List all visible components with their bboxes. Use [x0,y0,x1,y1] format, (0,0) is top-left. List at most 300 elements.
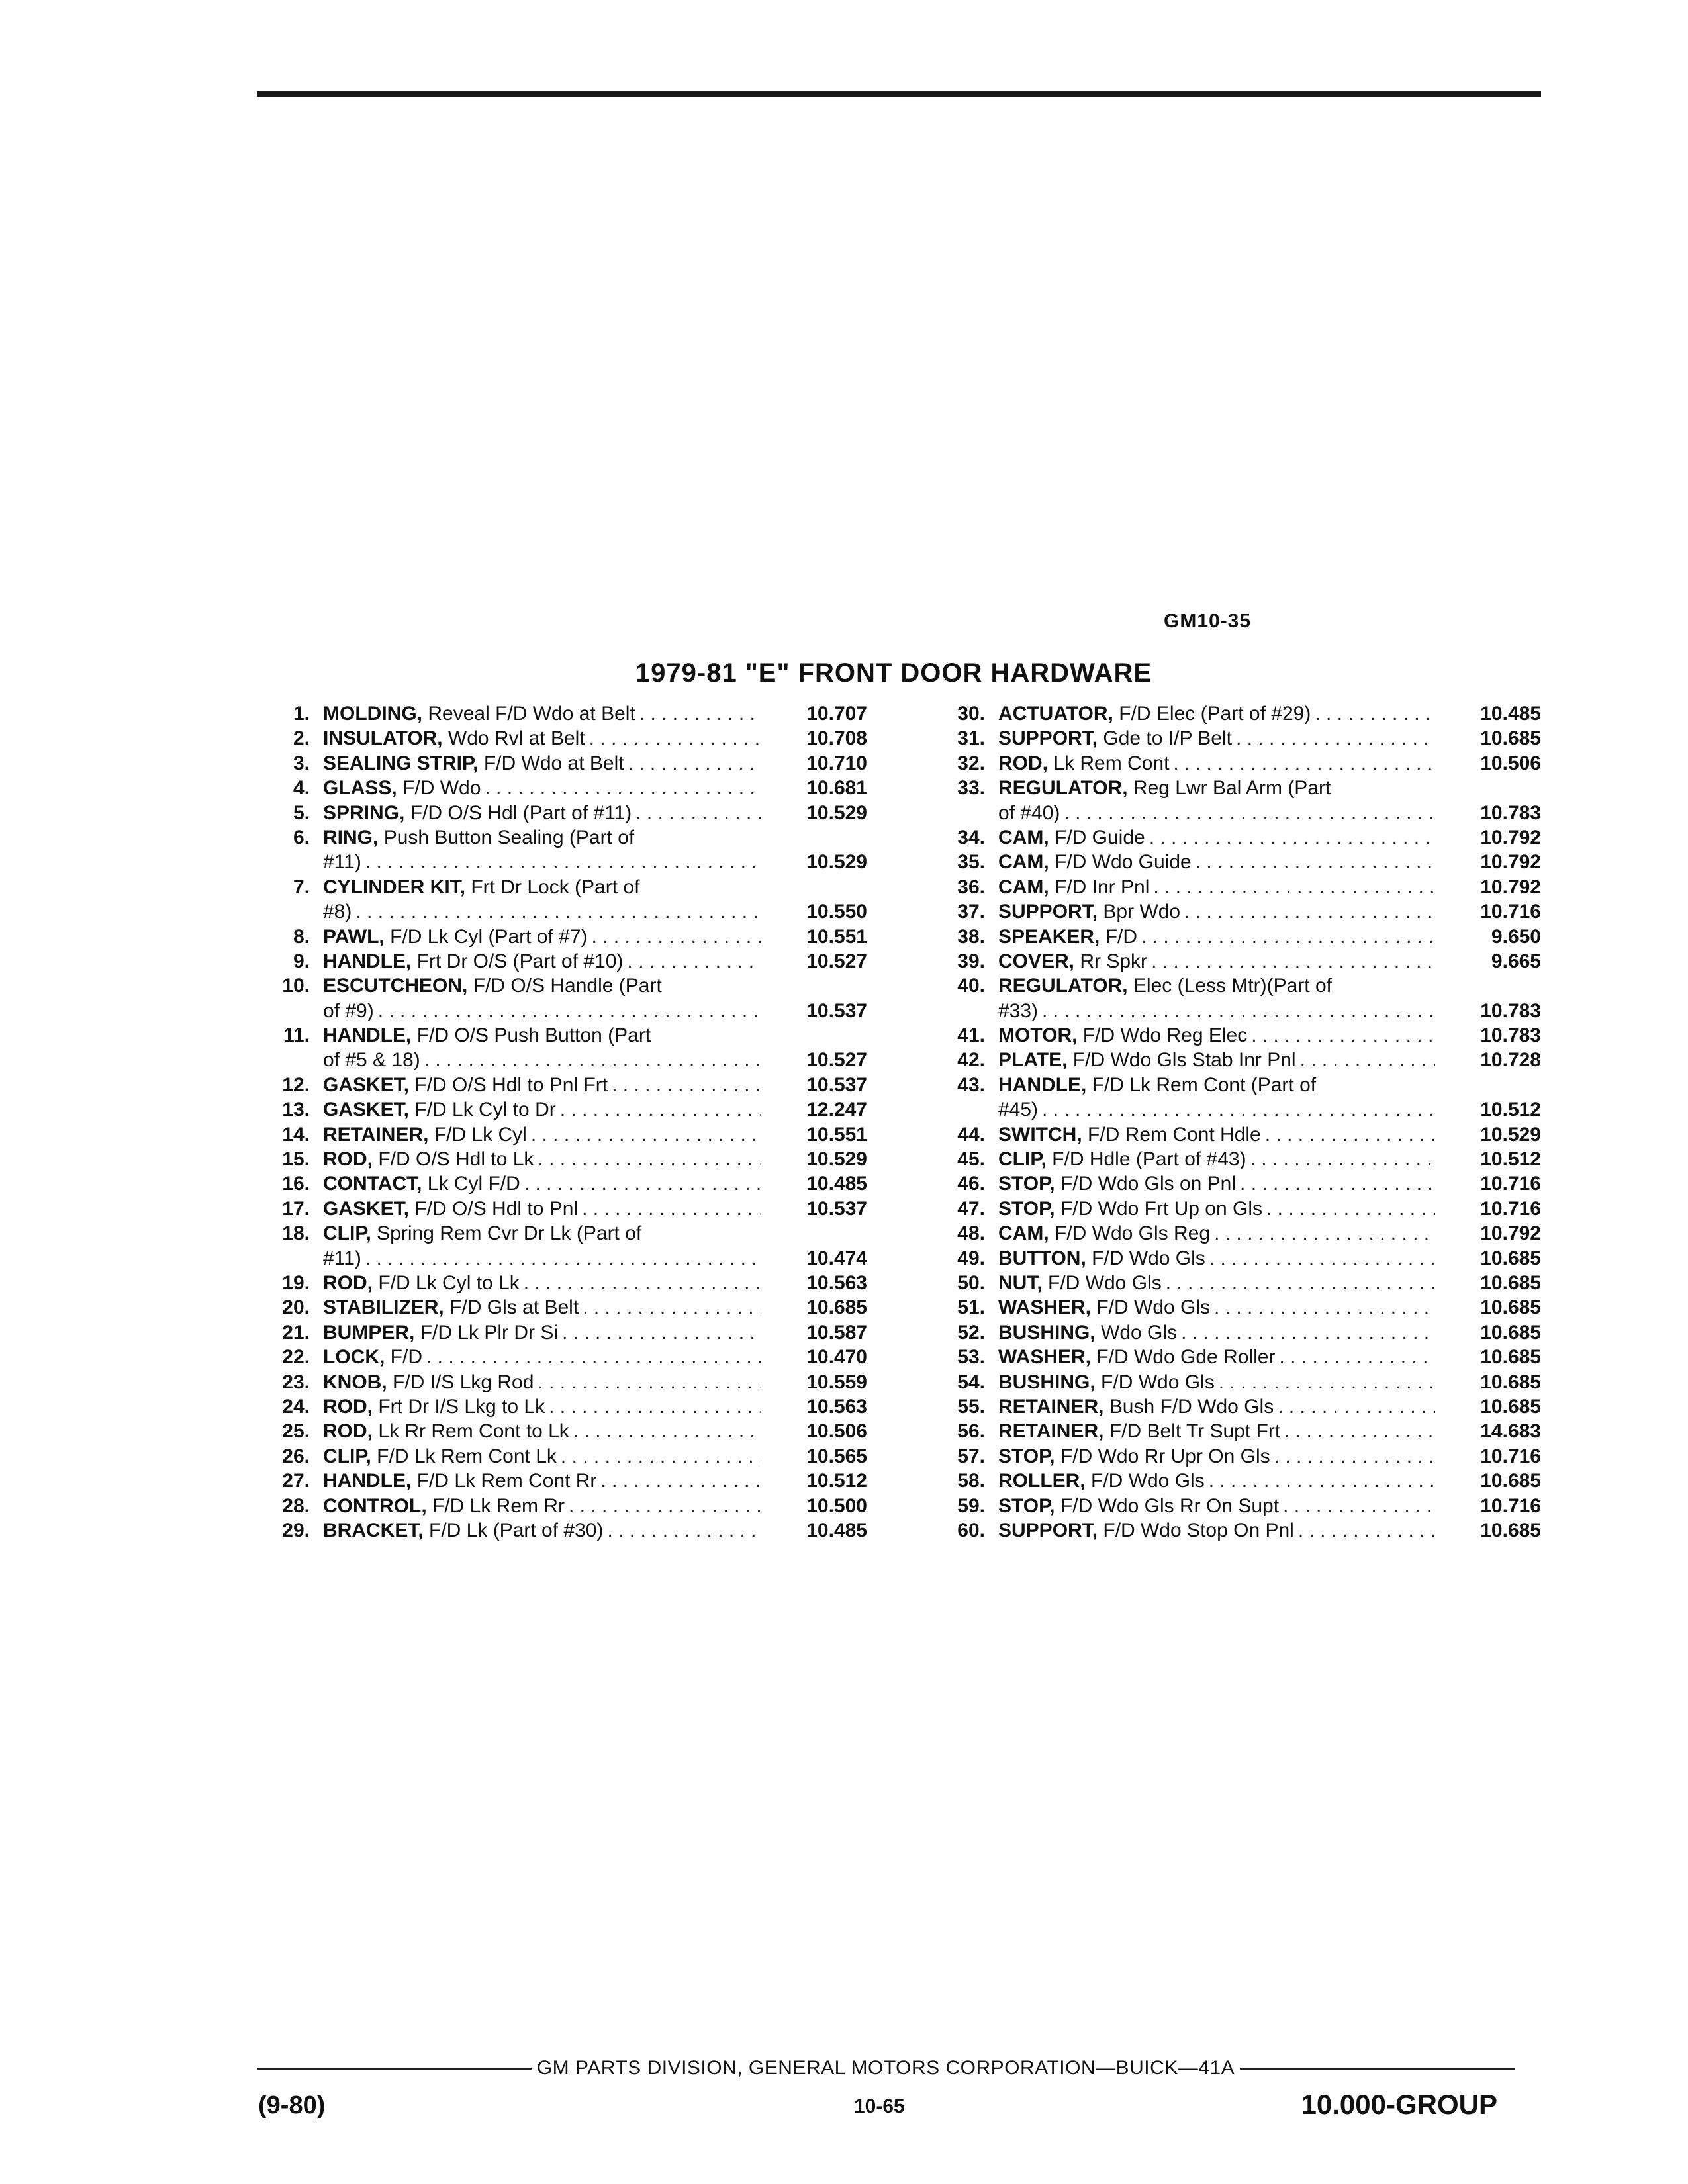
part-name: CAM, [998,876,1049,898]
part-detail: Spring Rem Cvr Dr Lk (Part of [377,1222,642,1245]
leader-dots [1275,1345,1435,1369]
date-code: (9-80) [258,2091,326,2119]
part-item [252,801,867,825]
part-detail: #11) [323,1247,361,1269]
part-line [927,974,1541,998]
leader-dots [520,1271,761,1295]
part-description-wrap [310,825,761,850]
part-detail: #8) [323,901,352,923]
part-code: 10.529 [806,1148,867,1171]
part-description [998,1073,1316,1097]
part-description-wrap [310,1073,761,1097]
part-name: HANDLE, [323,1024,412,1047]
part-line [927,899,1541,924]
part-number [927,999,985,1023]
part-description-wrap [985,1518,1435,1543]
leader-dots [565,1494,761,1518]
part-line [927,925,1541,949]
leader-dots [1060,801,1435,825]
part-number: 7. [293,876,310,898]
part-item [252,1147,867,1171]
part-line [927,751,1541,776]
part-detail: Reveal F/D Wdo at Belt [428,703,635,725]
part-code: 10.512 [806,1470,867,1492]
part-detail: Wdo Rvl at Belt [447,727,585,750]
footer-rule-left [257,2068,532,2070]
part-description-wrap [310,999,761,1023]
part-name: INSULATOR, [323,727,443,750]
part-name: STABILIZER, [323,1297,444,1319]
part-code: 10.512 [1480,1148,1541,1171]
part-description [323,1271,520,1295]
part-detail: #11) [323,851,361,874]
part-number: 60. [957,1519,985,1541]
part-detail: F/D Wdo Reg Elec [1082,1024,1248,1047]
part-description [323,1295,579,1320]
part-number: 28. [282,1494,310,1517]
part-code: 10.783 [1480,999,1541,1022]
parts-list-left [252,702,867,1543]
part-code: 10.537 [806,1197,867,1220]
part-line [252,925,867,949]
part-line [927,1370,1541,1394]
part-description-wrap [985,1295,1435,1320]
part-detail: of #5 & 18) [323,1049,420,1071]
part-number: 25. [282,1420,310,1443]
part-line [252,1147,867,1171]
part-description [998,999,1038,1023]
part-description [323,1122,527,1147]
leader-dots [1169,751,1435,776]
part-description-wrap [985,899,1435,924]
part-item [927,1394,1541,1419]
part-number: 32. [957,752,985,774]
part-item [927,1345,1541,1369]
part-detail: F/D Wdo Gls on Pnl [1060,1173,1237,1195]
part-line [252,1246,867,1271]
part-code: 10.792 [1480,851,1541,874]
part-description [998,1370,1215,1394]
part-description [998,1345,1275,1369]
part-item [927,1419,1541,1443]
part-line [927,1494,1541,1518]
part-description [323,751,624,776]
parts-list-right [927,702,1541,1543]
part-detail: #45) [998,1099,1039,1121]
part-code: 10.685 [806,1297,867,1319]
part-item [927,702,1541,726]
part-detail: F/D Wdo Stop On Pnl [1103,1519,1294,1541]
part-description-wrap [310,949,761,974]
part-code [761,1023,867,1048]
part-description [998,1518,1294,1543]
part-code: 10.563 [806,1271,867,1294]
part-description-wrap [310,1469,761,1493]
part-item [927,1295,1541,1320]
part-number: 57. [957,1445,985,1467]
part-detail: F/D Wdo Gls Stab Inr Pnl [1072,1049,1296,1071]
part-code: 10.529 [1480,1123,1541,1146]
part-item [252,1469,867,1493]
part-description [998,1197,1262,1221]
part-name: CAM, [998,826,1049,848]
part-code [761,875,867,899]
part-item [927,825,1541,850]
part-code: 10.559 [806,1371,867,1393]
part-line [927,1122,1541,1147]
part-description-wrap [985,925,1435,949]
part-item [927,1197,1541,1221]
part-item [927,751,1541,776]
part-detail: #33) [998,999,1039,1022]
leader-dots [635,702,761,726]
part-number: 8. [293,925,310,948]
part-description [323,850,361,874]
part-number: 27. [282,1470,310,1492]
part-name: STOP, [998,1494,1055,1517]
part-code [1435,1073,1541,1097]
part-number: 23. [282,1371,310,1393]
part-number: 59. [957,1494,985,1517]
part-detail: F/D Lk Rem Cont Rr [416,1470,597,1492]
part-item [252,1171,867,1196]
part-number: 26. [282,1445,310,1467]
part-code [761,1221,867,1246]
leader-dots [1270,1444,1435,1469]
part-name: MOLDING, [323,703,422,725]
part-name: CLIP, [998,1148,1047,1171]
part-item [252,1197,867,1221]
part-description-wrap [985,702,1435,726]
part-line [252,825,867,850]
part-line [252,1271,867,1295]
leader-dots [374,999,761,1023]
part-item [927,925,1541,949]
part-name: KNOB, [323,1371,387,1393]
part-detail: F/D [390,1346,422,1369]
part-number: 4. [293,777,310,799]
part-name: BUSHING, [998,1321,1096,1343]
part-detail: Frt Dr I/S Lkg to Lk [378,1395,545,1418]
leader-dots [1232,726,1435,751]
leader-dots [1147,949,1435,974]
part-description-wrap [985,949,1435,974]
part-detail: F/D Wdo Rr Upr On Gls [1060,1445,1270,1467]
part-description-wrap [310,751,761,776]
part-description [998,801,1060,825]
part-item [252,776,867,800]
part-name: BUMPER, [323,1321,415,1343]
part-name: MOTOR, [998,1024,1078,1047]
part-name: HANDLE, [323,1470,412,1492]
part-detail: F/D O/S Hdl (Part of #11) [410,801,632,824]
part-line [927,1469,1541,1493]
page-number: 10-65 [854,2095,905,2117]
part-description-wrap [985,1221,1435,1246]
part-number: 18. [282,1222,310,1245]
part-detail: F/D Lk Rem Cont (Part of [1092,1073,1317,1096]
part-line [252,1419,867,1443]
leader-dots [520,1171,761,1196]
part-code [761,974,867,998]
part-line [927,1394,1541,1419]
part-code: 10.550 [806,901,867,923]
part-item [927,776,1541,825]
part-code: 10.792 [1480,1222,1541,1245]
part-item [927,1147,1541,1171]
part-name: REGULATOR, [998,975,1128,997]
part-code: 10.685 [1480,1271,1541,1294]
part-number: 12. [282,1073,310,1096]
leader-dots [1236,1171,1435,1196]
part-description-wrap [310,1370,761,1394]
part-item [927,899,1541,924]
part-code: 10.529 [806,801,867,824]
part-item [252,1073,867,1097]
part-item [252,1271,867,1295]
part-description [998,899,1180,924]
part-detail: F/D Wdo Gls [1092,1247,1205,1269]
part-detail: F/D Wdo Gde Roller [1096,1346,1276,1369]
part-description [323,1197,578,1221]
part-detail: F/D Wdo Gls [1091,1470,1205,1492]
part-code: 10.565 [806,1445,867,1467]
leader-dots [596,1469,761,1493]
part-description-wrap [310,1444,761,1469]
part-description [998,1271,1162,1295]
part-description-wrap [310,974,761,998]
part-code: 10.685 [1480,1297,1541,1319]
leader-dots [1205,1469,1435,1493]
part-line [927,1097,1541,1122]
part-number: 38. [957,925,985,948]
part-code: 10.485 [1480,703,1541,725]
leader-dots [1246,1147,1435,1171]
part-line [252,1345,867,1369]
part-description [998,850,1192,874]
part-description [998,1171,1236,1196]
part-code: 10.685 [1480,727,1541,750]
part-number: 36. [957,876,985,898]
part-line [252,1221,867,1246]
part-description [998,751,1169,776]
part-number: 30. [957,703,985,725]
part-item [927,850,1541,874]
part-line [252,1171,867,1196]
part-line [252,1295,867,1320]
part-line [927,1221,1541,1246]
part-name: ROD, [323,1271,373,1294]
part-detail: F/D Hdle (Part of #43) [1052,1148,1246,1171]
part-item [927,1221,1541,1246]
part-name: CONTACT, [323,1173,422,1195]
part-description [998,1394,1274,1419]
part-detail: F/D Belt Tr Supt Frt [1109,1420,1281,1443]
part-code [761,825,867,850]
part-description-wrap [310,1246,761,1271]
part-detail: F/D O/S Hdl to Pnl [414,1197,579,1220]
part-name: RETAINER, [998,1395,1104,1418]
part-code: 10.685 [1480,1346,1541,1369]
part-description-wrap [310,1394,761,1419]
leader-dots [361,1246,761,1271]
part-item [252,1023,867,1073]
part-line [252,1469,867,1493]
part-detail: F/D Lk Rem Cont Lk [377,1445,557,1467]
part-code: 10.783 [1480,801,1541,824]
part-description-wrap [310,1518,761,1543]
part-item [927,1469,1541,1493]
part-detail: F/D Wdo at Belt [483,752,624,774]
part-number: 17. [282,1197,310,1220]
part-code: 12.247 [806,1099,867,1121]
leader-dots [608,1073,761,1097]
part-description [323,875,639,899]
part-number: 54. [957,1371,985,1393]
part-description [998,1147,1246,1171]
part-item [927,1518,1541,1543]
part-detail: F/D O/S Push Button (Part [416,1024,651,1047]
part-line [252,1320,867,1345]
leader-dots [534,1370,761,1394]
leader-dots [1262,1197,1435,1221]
part-description-wrap [985,999,1435,1023]
part-description [323,1469,596,1493]
part-number: 34. [957,826,985,848]
part-code: 10.551 [806,925,867,948]
part-name: HANDLE, [323,950,412,972]
part-line [252,1394,867,1419]
part-detail: F/D Guide [1055,826,1145,848]
part-name: RETAINER, [998,1420,1104,1443]
part-detail: F/D Wdo Gls Rr On Supt [1060,1494,1280,1517]
part-description [323,1246,361,1271]
part-detail: F/D Wdo Gls [1101,1371,1215,1393]
leader-dots [558,1320,761,1345]
part-line [927,875,1541,899]
part-name: SPRING, [323,801,405,824]
part-description-wrap [310,801,761,825]
leader-dots [1180,899,1435,924]
part-line [252,850,867,874]
part-code: 10.716 [1480,1197,1541,1220]
part-description [323,1444,557,1469]
part-detail: Lk Rem Cont [1053,752,1170,774]
part-code: 14.683 [1480,1420,1541,1443]
leader-dots [545,1394,761,1419]
leader-dots [579,1295,761,1320]
part-name: LOCK, [323,1346,385,1369]
part-detail: F/D Lk Plr Dr Si [420,1321,559,1343]
part-detail: Lk Cyl F/D [427,1173,520,1195]
part-item [927,974,1541,1023]
part-description-wrap [310,1147,761,1171]
part-description-wrap [985,1171,1435,1196]
part-number [252,1246,310,1271]
part-description [998,1419,1280,1443]
part-code: 10.537 [806,999,867,1022]
part-number: 6. [293,826,310,848]
part-line [927,702,1541,726]
part-number: 47. [957,1197,985,1220]
part-detail: F/D Wdo [402,777,481,799]
part-detail: F/D Inr Pnl [1055,876,1150,898]
part-description [998,776,1331,800]
leader-dots [1145,825,1435,850]
part-description-wrap [985,1246,1435,1271]
part-line [927,1048,1541,1072]
part-detail: F/D O/S Handle (Part [473,975,662,997]
part-line [927,1518,1541,1543]
part-name: RING, [323,826,379,848]
leader-dots [420,1048,761,1072]
part-name: NUT, [998,1271,1043,1294]
group-label: 10.000-GROUP [1301,2089,1497,2120]
part-line [252,1097,867,1122]
part-description-wrap [985,850,1435,874]
part-number [252,1048,310,1072]
part-number: 19. [282,1271,310,1294]
part-line [252,1023,867,1048]
part-detail: F/D Rem Cont Hdle [1088,1123,1261,1146]
part-code: 10.551 [806,1123,867,1146]
part-item [252,974,867,1023]
part-line [252,1518,867,1543]
part-number [252,899,310,924]
part-name: ROD, [323,1148,373,1171]
part-code: 10.685 [1480,1371,1541,1393]
part-number: 33. [957,777,985,799]
part-name: STOP, [998,1173,1055,1195]
part-name: STOP, [998,1197,1055,1220]
figure-id: GM10-35 [1164,610,1252,632]
part-description-wrap [985,1345,1435,1369]
part-description-wrap [985,875,1435,899]
part-detail: F/D Lk Rem Rr [432,1494,565,1517]
part-code: 10.485 [806,1173,867,1195]
part-detail: Push Button Sealing (Part of [383,826,635,848]
part-number: 13. [282,1099,310,1121]
part-line [927,801,1541,825]
part-description-wrap [985,825,1435,850]
part-number: 52. [957,1321,985,1343]
part-name: WASHER, [998,1346,1092,1369]
leader-dots [1294,1518,1435,1543]
part-item [252,949,867,974]
leader-dots [534,1147,761,1171]
part-detail: Gde to I/P Belt [1103,727,1232,750]
part-description-wrap [985,1097,1435,1122]
part-code: 10.707 [806,703,867,725]
part-code: 10.792 [1480,876,1541,898]
part-detail: F/D Wdo Gls Reg [1055,1222,1211,1245]
part-description-wrap [310,899,761,924]
part-code: 10.708 [806,727,867,750]
part-line [927,776,1541,800]
part-line [252,801,867,825]
part-item [252,1345,867,1369]
part-item [927,1271,1541,1295]
leader-dots [352,899,761,924]
part-description [323,974,662,998]
part-code: 10.710 [806,752,867,774]
part-item [927,1444,1541,1469]
leader-dots [1038,999,1435,1023]
part-name: SUPPORT, [998,1519,1098,1541]
part-name: GASKET, [323,1099,410,1121]
part-description-wrap [310,1023,761,1048]
part-code: 10.716 [1480,1494,1541,1517]
